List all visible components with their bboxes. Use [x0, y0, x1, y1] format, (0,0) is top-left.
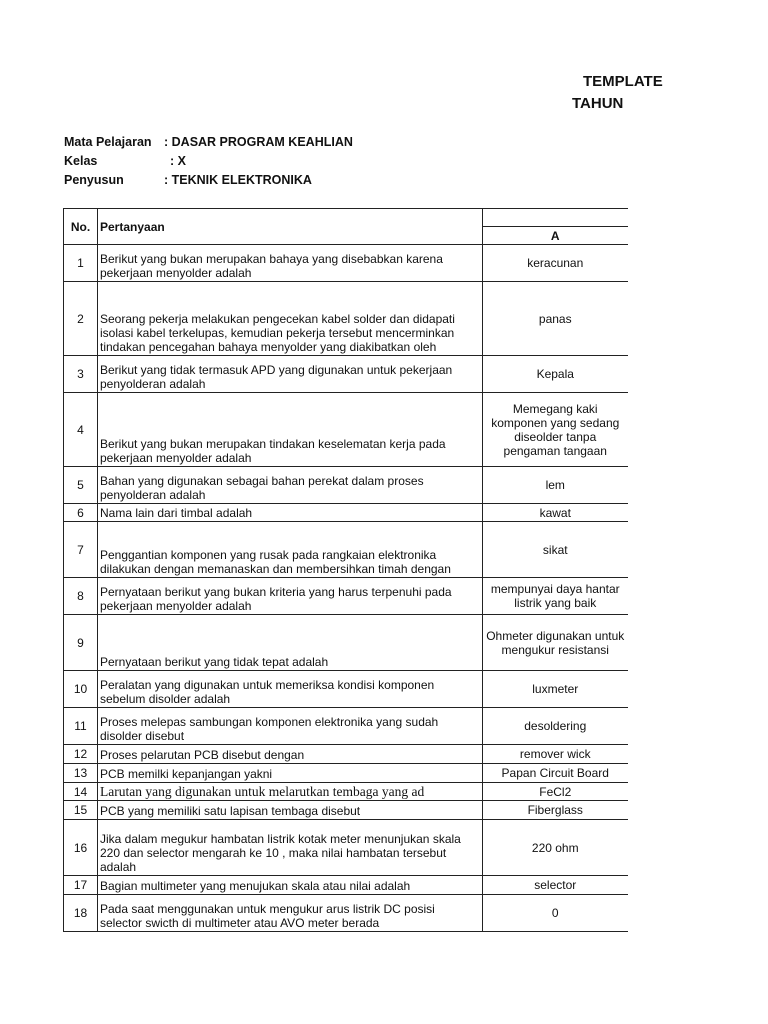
table-row	[64, 522, 628, 578]
row-question: Peralatan yang digunakan untuk memeriksa kondisi komponen sebelum disolder adalah	[98, 671, 483, 708]
table-row	[64, 708, 628, 745]
table-row	[64, 615, 628, 671]
row-answer-a: sikat	[483, 522, 628, 578]
table-row	[64, 578, 628, 615]
row-question: Seorang pekerja melakukan pengecekan kabel solder dan didapati isolasi kabel terkelupas, kemudian pekerja tersebut mencerminkan tindakan pencegahan bahaya menyolder yang diakibatkan oleh	[98, 282, 483, 356]
row-question: Bagian multimeter yang menujukan skala atau nilai adalah	[98, 876, 483, 895]
row-number: 7	[64, 522, 98, 578]
row-answer-a: Kepala	[483, 356, 628, 393]
row-answer-a: Memegang kaki komponen yang sedang diseolder tanpa pengaman tangaan	[483, 393, 628, 467]
row-number: 3	[64, 356, 98, 393]
table-row	[64, 245, 628, 282]
row-answer-a: kawat	[483, 504, 628, 522]
table-row	[64, 467, 628, 504]
row-answer-a: Papan Circuit Board	[483, 764, 628, 783]
row-number: 10	[64, 671, 98, 708]
row-question: Proses pelarutan PCB disebut dengan	[98, 745, 483, 764]
row-number: 6	[64, 504, 98, 522]
table-row	[64, 745, 628, 764]
table-row	[64, 356, 628, 393]
row-answer-a: Ohmeter digunakan untuk mengukur resistansi	[483, 615, 628, 671]
table-row	[64, 895, 628, 932]
row-number: 14	[64, 783, 98, 801]
row-number: 1	[64, 245, 98, 282]
document-title: TEMPLATE	[583, 73, 663, 90]
row-number: 5	[64, 467, 98, 504]
row-answer-a: remover wick	[483, 745, 628, 764]
header-answer-group	[483, 209, 628, 227]
row-question: Larutan yang digunakan untuk melarutkan tembaga yang ad	[98, 783, 483, 801]
row-question: Pernyataan berikut yang tidak tepat adalah	[98, 615, 483, 671]
row-answer-a: selector	[483, 876, 628, 895]
table-header-row	[64, 209, 628, 227]
row-answer-a: keracunan	[483, 245, 628, 282]
table-row	[64, 820, 628, 876]
row-question: Berikut yang bukan merupakan bahaya yang disebabkan karena pekerjaan menyolder adalah	[98, 245, 483, 282]
row-number: 4	[64, 393, 98, 467]
class-label: Kelas	[64, 154, 98, 168]
table-row	[64, 783, 628, 801]
table-row	[64, 764, 628, 783]
row-answer-a: mempunyai daya hantar listrik yang baik	[483, 578, 628, 615]
author-label: Penyusun	[64, 173, 124, 187]
author-value: : TEKNIK ELEKTRONIKA	[164, 173, 312, 187]
row-answer-a: 0	[483, 895, 628, 932]
row-number: 11	[64, 708, 98, 745]
row-question: PCB yang memiliki satu lapisan tembaga disebut	[98, 801, 483, 820]
subject-value: : DASAR PROGRAM KEAHLIAN	[164, 135, 353, 149]
table-row	[64, 282, 628, 356]
row-question: Berikut yang bukan merupakan tindakan keselematan kerja pada pekerjaan menyolder adalah	[98, 393, 483, 467]
class-value: : X	[170, 154, 186, 168]
table-row	[64, 671, 628, 708]
row-number: 18	[64, 895, 98, 932]
document-subtitle: TAHUN	[572, 95, 624, 112]
row-answer-a: lem	[483, 467, 628, 504]
row-number: 8	[64, 578, 98, 615]
row-question: Proses melepas sambungan komponen elektronika yang sudah disolder disebut	[98, 708, 483, 745]
row-number: 16	[64, 820, 98, 876]
row-question: Nama lain dari timbal adalah	[98, 504, 483, 522]
row-answer-a: FeCl2	[483, 783, 628, 801]
row-answer-a: panas	[483, 282, 628, 356]
header-question: Pertanyaan	[98, 209, 483, 245]
header-no: No.	[64, 209, 98, 245]
row-question: Berikut yang tidak termasuk APD yang digunakan untuk pekerjaan penyolderan adalah	[98, 356, 483, 393]
subject-label: Mata Pelajaran	[64, 135, 152, 149]
row-question: Bahan yang digunakan sebagai bahan perekat dalam proses penyolderan adalah	[98, 467, 483, 504]
row-question: Jika dalam megukur hambatan listrik kotak meter menunjukan skala 220 dan selector mengarah ke 10 , maka nilai hambatan tersebut adalah	[98, 820, 483, 876]
question-table	[63, 208, 628, 932]
row-question: Pernyataan berikut yang bukan kriteria yang harus terpenuhi pada pekerjaan menyolder adalah	[98, 578, 483, 615]
row-number: 13	[64, 764, 98, 783]
row-answer-a: Fiberglass	[483, 801, 628, 820]
table-row	[64, 801, 628, 820]
row-answer-a: 220 ohm	[483, 820, 628, 876]
row-number: 2	[64, 282, 98, 356]
row-number: 17	[64, 876, 98, 895]
row-answer-a: luxmeter	[483, 671, 628, 708]
header-option-a: A	[483, 227, 628, 245]
table-row	[64, 393, 628, 467]
table-row	[64, 504, 628, 522]
row-question: PCB memilki kepanjangan yakni	[98, 764, 483, 783]
table-row	[64, 876, 628, 895]
row-answer-a: desoldering	[483, 708, 628, 745]
row-question: Pada saat menggunakan untuk mengukur arus listrik DC posisi selector swicth di multimeter atau AVO meter berada	[98, 895, 483, 932]
row-number: 15	[64, 801, 98, 820]
row-number: 9	[64, 615, 98, 671]
row-number: 12	[64, 745, 98, 764]
row-question: Penggantian komponen yang rusak pada rangkaian elektronika dilakukan dengan memanaskan dan membersihkan timah dengan	[98, 522, 483, 578]
